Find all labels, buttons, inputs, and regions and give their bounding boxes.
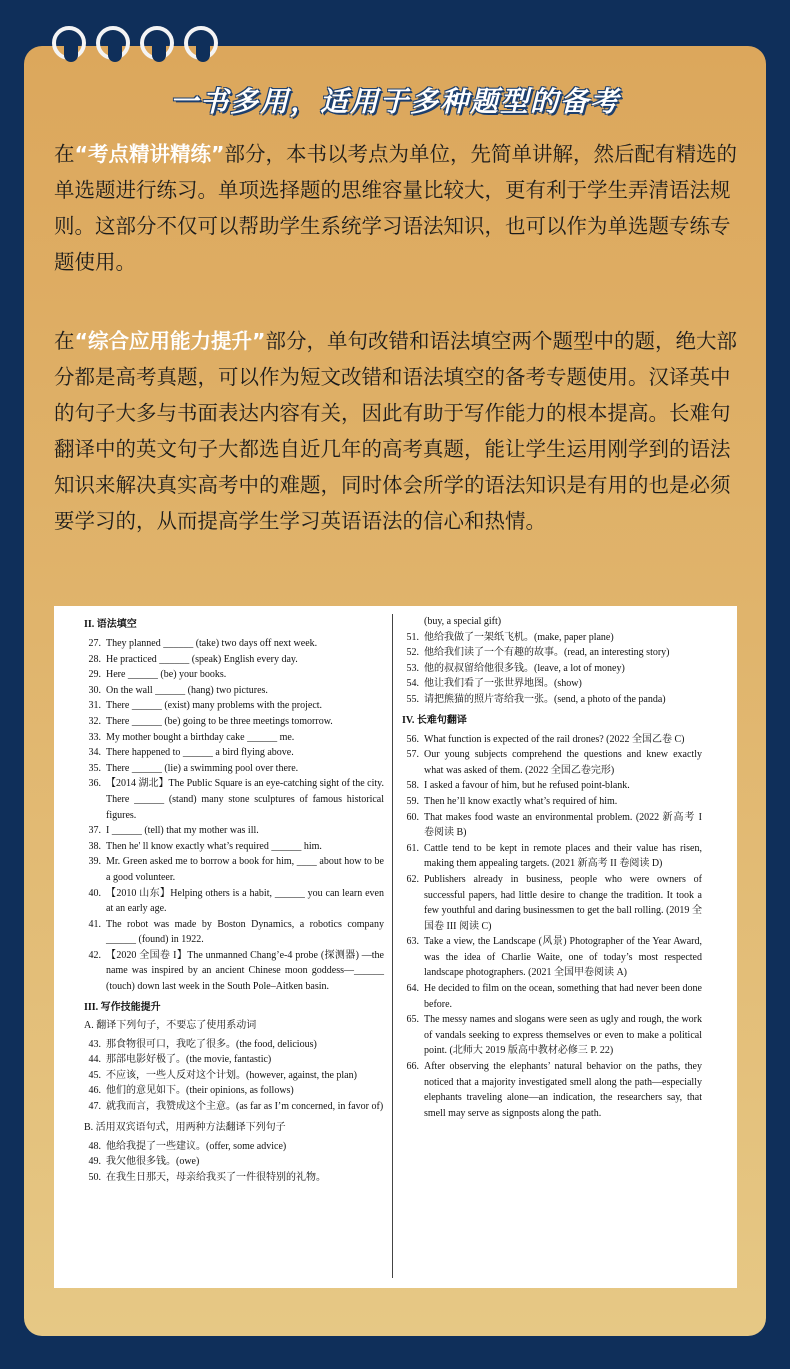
exercise-item	[84, 730, 384, 746]
item-text: After observing the elephants’ natural behavior on the paths, they noticed that a majority investigated smell along the path—especially elephants traveling alone—an indication, the researchers say, that smell may serve as signposts along the path.	[424, 1061, 702, 1119]
subsection-heading: B. 活用双宾语句式，用两种方法翻译下列句子	[84, 1121, 286, 1133]
exercise-item	[402, 676, 702, 692]
item-number: 41.	[88, 918, 101, 930]
item-number: 54.	[406, 678, 419, 690]
binder-rings	[52, 26, 218, 60]
item-number: 39.	[88, 856, 101, 868]
item-text: There ______ (be) going to be three meetings tomorrow.	[106, 715, 333, 727]
item-text: Then he' ll know exactly what’s required ______ him.	[106, 840, 322, 852]
item-text: Mr. Green asked me to borrow a book for him, ____ about how to be a good volunteer.	[106, 856, 384, 883]
item-text: There happened to ______ a bird flying above.	[106, 747, 294, 759]
section-heading: II. 语法填空	[84, 619, 137, 630]
item-text: He decided to film on the ocean, something that had never been done before.	[424, 983, 702, 1010]
item-number: 44.	[88, 1054, 101, 1066]
para2-pre: 在	[54, 329, 75, 353]
item-text: I ______ (tell) that my mother was ill.	[106, 825, 259, 837]
item-text: 他们的意见如下。(their opinions, as follows)	[106, 1085, 294, 1097]
intro-paragraph-2	[54, 323, 744, 539]
exercise-item	[84, 761, 384, 777]
item-number: 62.	[406, 873, 419, 885]
ring-icon	[140, 26, 174, 60]
exercise-item	[84, 823, 384, 839]
item-text: My mother bought a birthday cake ______ me.	[106, 731, 295, 743]
exercise-item	[84, 698, 384, 714]
para1-pre: 在	[54, 142, 75, 166]
item-text: Cattle tend to be kept in remote places and their value has risen, making them appealing targets. (2021 新高考 II 卷阅读 D)	[424, 842, 702, 870]
exercise-item	[84, 1154, 384, 1170]
item-text: 他的叔叔留给他很多钱。(leave, a lot of money)	[424, 662, 625, 674]
item-number: 58.	[406, 780, 419, 792]
exercise-item	[84, 917, 384, 948]
item-text: They planned ______ (take) two days off next week.	[106, 638, 318, 649]
item-text: 【2010 山东】Helping others is a habit, ______ you can learn even at an early age.	[106, 887, 384, 915]
intro-paragraph-1	[54, 136, 744, 280]
item-number: 36.	[88, 778, 101, 790]
item-text: 他给我们读了一个有趣的故事。(read, an interesting story)	[424, 647, 670, 659]
exercise-item	[84, 854, 384, 885]
ring-icon	[52, 26, 86, 60]
item-number: 51.	[406, 631, 419, 643]
exercise-item	[402, 1012, 702, 1059]
exercise-item	[84, 745, 384, 761]
item-text: 他让我们看了一张世界地图。(show)	[424, 678, 582, 690]
exercise-item	[402, 981, 702, 1012]
item-number: 29.	[88, 669, 101, 681]
item-number: 65.	[406, 1014, 419, 1026]
item-text: Then he’ll know exactly what’s required of him.	[424, 795, 618, 807]
item-text: That makes food waste an environmental problem. (2022 新高考 I 卷阅读 B)	[424, 811, 702, 839]
exercise-list	[84, 1139, 384, 1186]
exercise-item	[402, 794, 702, 810]
exercise-item	[84, 1170, 384, 1186]
exercise-item	[84, 1083, 384, 1099]
exercise-item	[402, 732, 702, 748]
item-number: 31.	[88, 700, 101, 712]
item-number: 46.	[88, 1085, 101, 1097]
item-number: 59.	[406, 795, 419, 807]
worksheet-left-column	[84, 614, 384, 1185]
exercise-list	[402, 630, 702, 708]
item-number: 55.	[406, 693, 419, 705]
item-text: What function is expected of the rail drones? (2022 全国乙卷 C)	[424, 733, 685, 745]
exercise-item	[84, 839, 384, 855]
item-number: 30.	[88, 684, 101, 696]
item-number: 48.	[88, 1140, 101, 1152]
item-text: Publishers already in business, people who were owners of successful papers, had little desire to change the tradition. It took a few youthful and daring businessmen to get the ball rolling. (2019 全国卷 III 阅读 C)	[424, 873, 702, 932]
exercise-item	[402, 934, 702, 981]
item-text: There ______ (exist) many problems with the project.	[106, 700, 323, 712]
headline: 一书多用，适用于多种题型的备考	[169, 85, 620, 118]
para1-highlight: “考点精讲精练”	[74, 142, 225, 166]
item-text: On the wall ______ (hang) two pictures.	[106, 684, 268, 696]
exercise-item	[84, 1068, 384, 1084]
exercise-item	[84, 1099, 384, 1115]
exercise-item	[402, 692, 702, 708]
exercise-item	[402, 661, 702, 677]
para1-post: 部分，本书以考点为单位，先简单讲解，然后配有精选的单选题进行练习。单项选择题的思维容量比较大，更有利于学生弄清语法规则。这部分不仅可以帮助学生系统学习语法知识，也可以作为单选题专练专题使用。	[54, 142, 737, 274]
continued-text: (buy, a special gift)	[424, 616, 502, 627]
item-number: 40.	[88, 887, 101, 899]
item-text: 我欠他很多钱。(owe)	[106, 1156, 200, 1168]
item-text: 那部电影好极了。(the movie, fantastic)	[106, 1054, 272, 1066]
item-number: 66.	[406, 1061, 419, 1073]
item-number: 38.	[88, 840, 101, 852]
subsection-heading: A. 翻译下列句子，不要忘了使用系动词	[84, 1019, 257, 1031]
item-text: Our young subjects comprehend the questions and knew exactly what was asked of them. (2022 全国乙卷完形)	[424, 749, 702, 776]
exercise-item	[84, 948, 384, 995]
item-text: Here ______ (be) your books.	[106, 669, 227, 681]
item-text: 他给我做了一架纸飞机。(make, paper plane)	[424, 631, 614, 643]
item-text: There ______ (lie) a swimming pool over there.	[106, 762, 299, 774]
item-number: 60.	[406, 811, 419, 823]
item-number: 35.	[88, 762, 101, 774]
item-text: The robot was made by Boston Dynamics, a robotics company ______ (found) in 1922.	[106, 918, 384, 946]
exercise-item	[402, 872, 702, 934]
item-text: The messy names and slogans were seen as ugly and rough, the work of vandals seeking to express themselves or even to make a political point. (北师大 2019 版高中教材必修三 P. 22)	[424, 1014, 702, 1057]
exercise-list	[402, 732, 702, 1122]
item-number: 33.	[88, 731, 101, 743]
exercise-item	[84, 1037, 384, 1053]
item-number: 34.	[88, 747, 101, 759]
exercise-item	[402, 747, 702, 778]
exercise-item	[84, 667, 384, 683]
item-number: 37.	[88, 825, 101, 837]
ring-icon	[184, 26, 218, 60]
section-heading: IV. 长难句翻译	[402, 714, 467, 726]
exercise-item	[84, 652, 384, 668]
item-number: 49.	[88, 1156, 101, 1168]
exercise-item	[402, 778, 702, 794]
item-number: 42.	[88, 949, 101, 961]
item-text: 在我生日那天，母亲给我买了一件很特别的礼物。	[106, 1171, 326, 1183]
worksheet-right-column	[402, 614, 702, 1121]
exercise-item	[84, 714, 384, 730]
column-divider	[392, 614, 393, 1278]
exercise-item	[402, 630, 702, 646]
exercise-item	[402, 841, 702, 872]
exercise-item	[84, 683, 384, 699]
item-text: 那食物很可口，我吃了很多。(the food, delicious)	[106, 1038, 317, 1050]
item-text: 【2020 全国卷 I】The unmanned Chang’e-4 probe (探测器) —the name was inspired by an ancient Chinese moon goddess—______ (touch) down last week in the South Pole–Aitken basin.	[106, 949, 384, 993]
item-number: 47.	[88, 1101, 101, 1113]
exercise-item	[84, 1139, 384, 1155]
ring-icon	[96, 26, 130, 60]
item-number: 63.	[406, 936, 419, 948]
item-number: 53.	[406, 662, 419, 674]
item-text: He practiced ______ (speak) English every day.	[106, 653, 298, 665]
item-text: 【2014 湖北】The Public Square is an eye-catching sight of the city. There ______ (stand) many stone sculptures of famous historical figures.	[106, 778, 384, 821]
item-number: 43.	[88, 1038, 101, 1050]
exercise-item	[402, 810, 702, 841]
exercise-list	[84, 636, 384, 995]
exercise-item	[84, 1052, 384, 1068]
exercise-item	[84, 636, 384, 652]
item-number: 27.	[88, 638, 101, 649]
worksheet-image	[54, 606, 737, 1288]
section-heading: III. 写作技能提升	[84, 1001, 161, 1013]
item-number: 64.	[406, 983, 419, 995]
exercise-item	[84, 776, 384, 823]
para2-post: 部分，单句改错和语法填空两个题型中的题，绝大部分都是高考真题，可以作为短文改错和语法填空的备考专题使用。汉译英中的句子大多与书面表达内容有关，因此有助于写作能力的根本提高。长难句翻译中的英文句子大都选自近几年的高考真题，能让学生运用刚学到的语法知识来解决真实高考中的难题，同时体会所学的语法知识是有用的也是必须要学习的，从而提高学生学习英语语法的信心和热情。	[54, 329, 737, 533]
item-number: 56.	[406, 733, 419, 745]
item-text: 不应该，一些人反对这个计划。(however, against, the plan)	[106, 1069, 357, 1081]
item-number: 61.	[406, 842, 419, 854]
item-text: 请把熊猫的照片寄给我一张。(send, a photo of the panda)	[424, 693, 666, 705]
item-text: 就我而言，我赞成这个主意。(as far as I’m concerned, in favor of)	[106, 1101, 384, 1113]
exercise-list	[84, 1037, 384, 1115]
item-number: 52.	[406, 647, 419, 659]
item-number: 57.	[406, 749, 419, 761]
exercise-item	[402, 645, 702, 661]
para2-highlight: “综合应用能力提升”	[74, 329, 266, 353]
item-number: 50.	[88, 1171, 101, 1183]
item-text: 他给我提了一些建议。(offer, some advice)	[106, 1140, 287, 1152]
item-text: I asked a favour of him, but he refused point-blank.	[424, 780, 630, 792]
item-number: 32.	[88, 715, 101, 727]
item-text: Take a view, the Landscape (风景) Photographer of the Year Award, was the idea of Charlie Waite, one of today’s most respected landscape photographers. (2021 全国甲卷阅读 A)	[424, 936, 702, 979]
exercise-item	[402, 1059, 702, 1121]
exercise-item	[84, 886, 384, 917]
item-number: 45.	[88, 1069, 101, 1081]
item-number: 28.	[88, 653, 101, 665]
